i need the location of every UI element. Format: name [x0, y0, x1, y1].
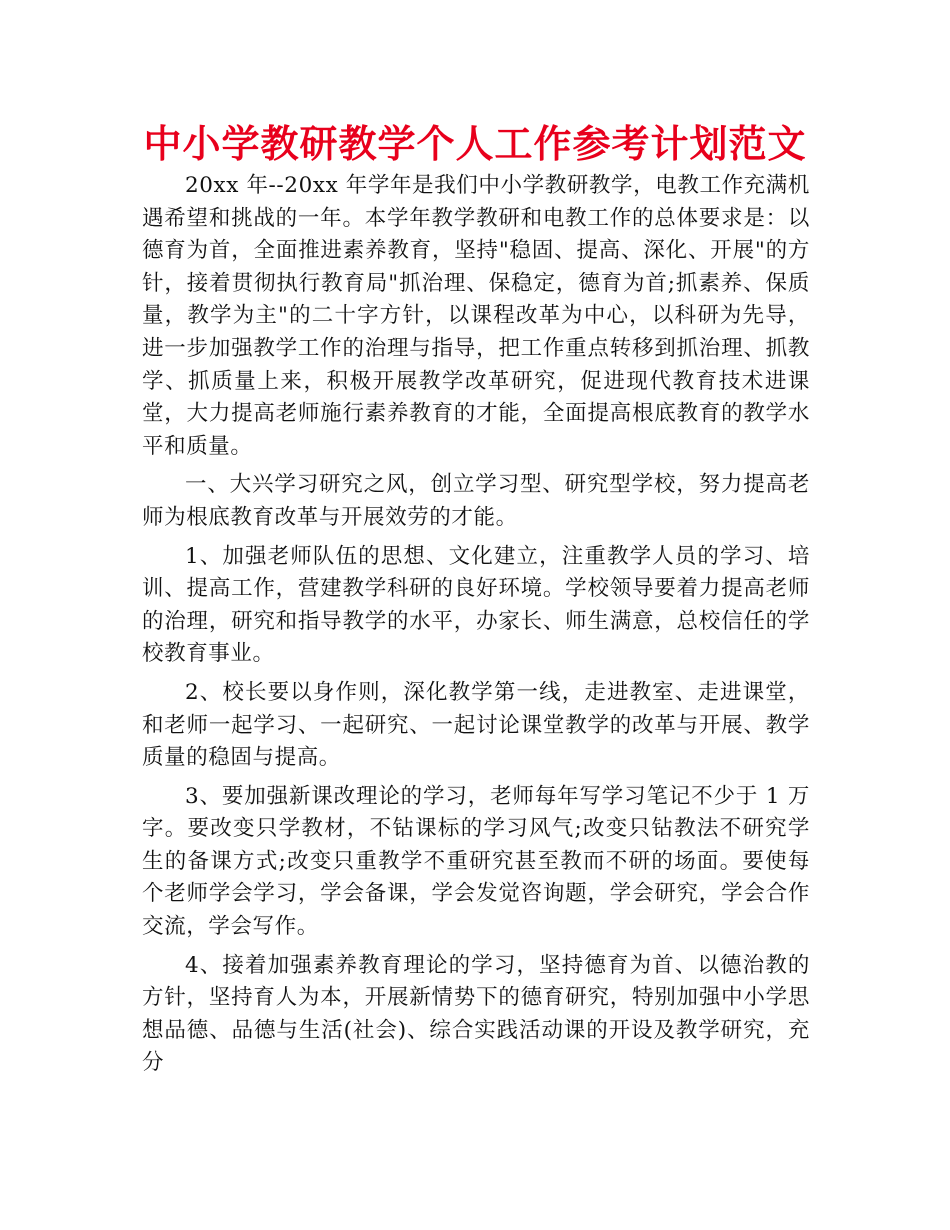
- document-title: 中小学教研教学个人工作参考计划范文: [143, 122, 807, 166]
- paragraph-item-4: 4、接着加强素养教育理论的学习，坚持德育为首、以德治教的方针，坚持育人为本，开展新情势下的德育研究，特别加强中小学思想品德、品德与生活(社会)、综合实践活动课的开设及教学研究，充分: [142, 952, 810, 1076]
- paragraph-section-1-heading: 一、大兴学习研究之风，创立学习型、研究型学校，努力提高老师为根底教育改革与开展效劳的才能。: [142, 472, 810, 530]
- paragraph-item-3: 3、要加强新课改理论的学习，老师每年写学习笔记不少于 1 万字。要改变只学教材，不钻课标的学习风气;改变只钻教法不研究学生的备课方式;改变只重教学不重研究甚至教而不研的场面。要使每个老师学会学习，学会备课，学会发觉咨询题，学会研究，学会合作交流，学会写作。: [142, 783, 810, 940]
- paragraph-intro: 20xx 年--20xx 年学年是我们中小学教研教学，电教工作充满机遇希望和挑战的一年。本学年教学教研和电教工作的总体要求是：以德育为首，全面推进素养教育，坚持"稳固、提高、深化、开展"的方针，接着贯彻执行教育局"抓治理、保稳定，德育为首;抓素养、保质量，教学为主"的二十字方针，以课程改革为中心，以科研为先导，进一步加强教学工作的治理与指导，把工作重点转移到抓治理、抓教学、抓质量上来，积极开展教学改革研究，促进现代教育技术进课堂，大力提高老师施行素养教育的才能，全面提高根底教育的教学水平和质量。: [142, 173, 810, 459]
- paragraph-item-1: 1、加强老师队伍的思想、文化建立，注重教学人员的学习、培训、提高工作，营建教学科研的良好环境。学校领导要着力提高老师的治理，研究和指导教学的水平，办家长、师生满意，总校信任的学校教育事业。: [142, 543, 810, 667]
- document-body: [142, 170, 810, 1086]
- paragraph-item-2: 2、校长要以身作则，深化教学第一线，走进教室、走进课堂，和老师一起学习、一起研究、一起讨论课堂教学的改革与开展、教学质量的稳固与提高。: [142, 679, 810, 771]
